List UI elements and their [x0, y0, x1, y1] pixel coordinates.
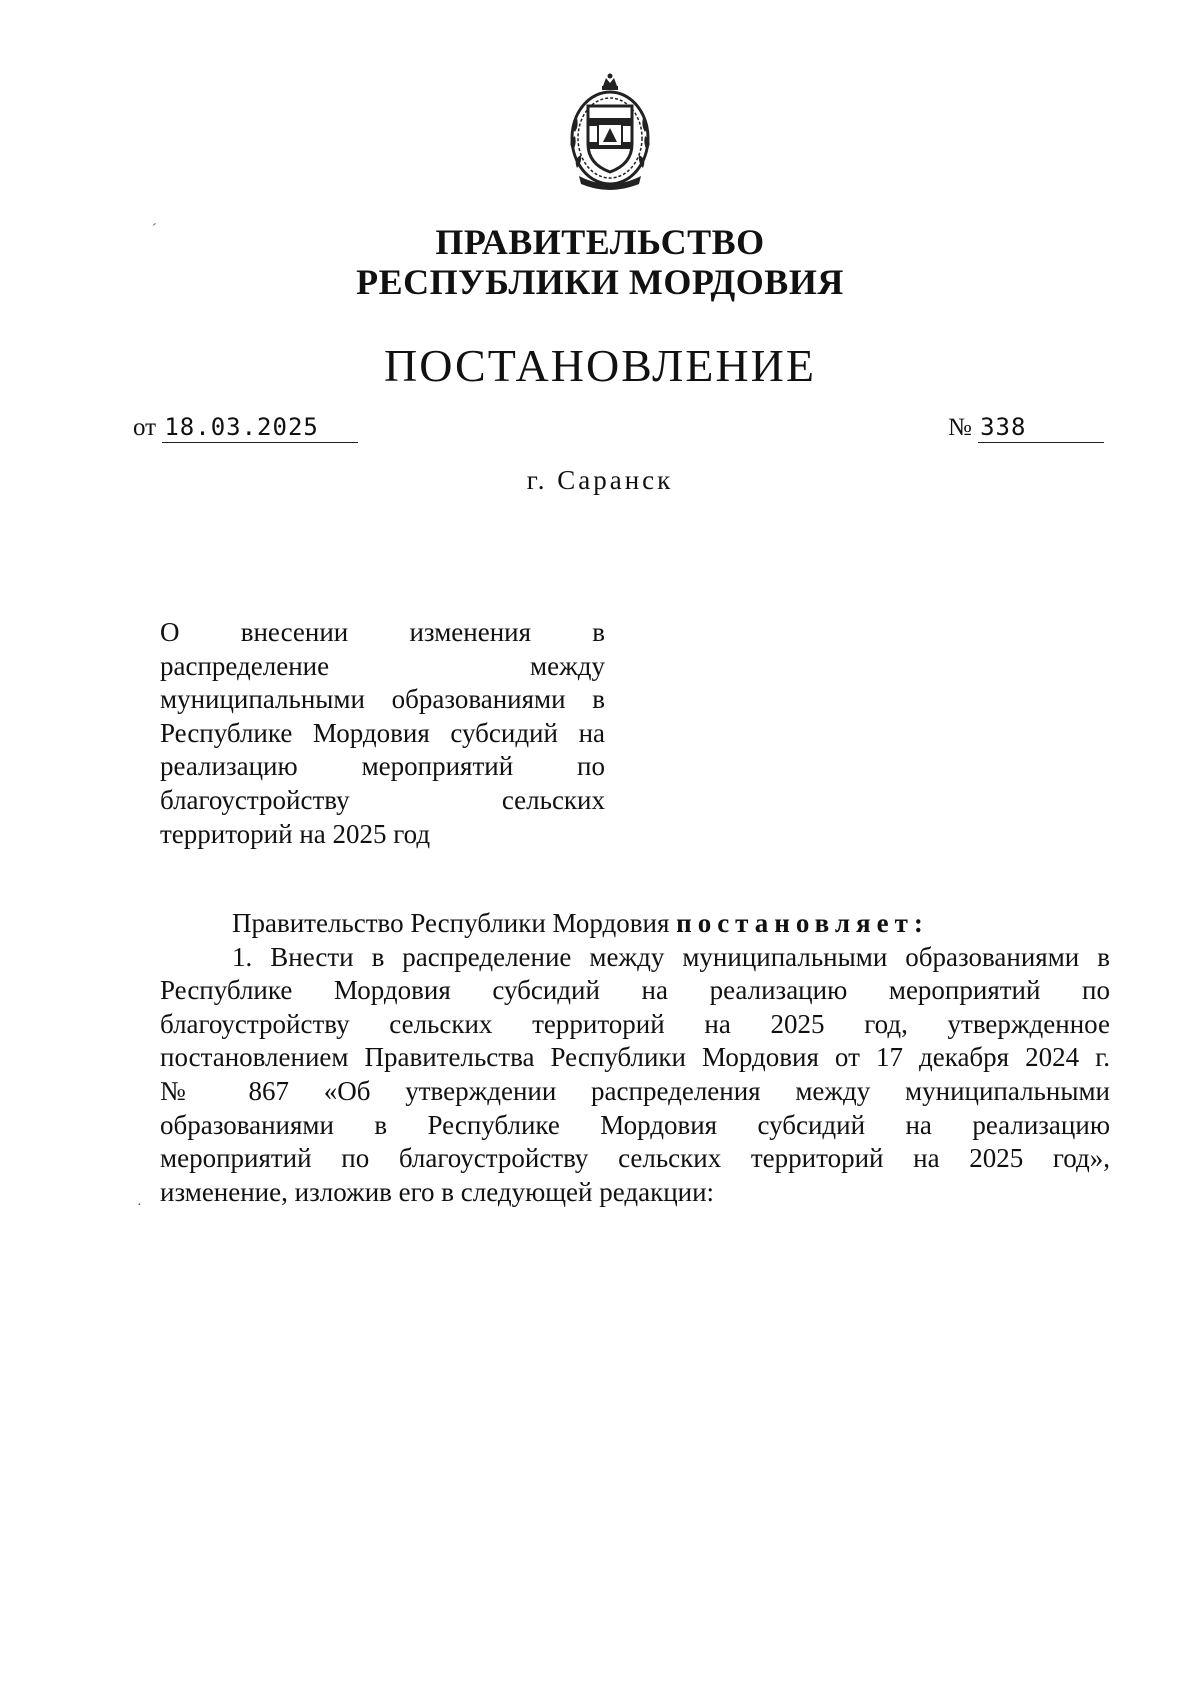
subject-line: Республике Мордовия субсидий на — [160, 717, 605, 748]
city-name: г. Саранск — [526, 465, 674, 495]
subject-line: муниципальными образованиями в — [160, 684, 605, 715]
intro-action: постановляет: — [676, 908, 929, 938]
paragraph-line: мероприятий по благоустройству сельских территорий на 2025 год», — [160, 1143, 1110, 1174]
document-type-title: ПОСТАНОВЛЕНИЕ — [384, 340, 816, 391]
document-body — [160, 907, 1110, 1209]
document-number — [948, 412, 1104, 443]
paragraph-line: образованиями в Республике Мордовия субсидий на реализацию — [160, 1109, 1110, 1140]
document-date — [133, 412, 358, 443]
paragraph-line: изменение, изложив его в следующей редакции: — [160, 1176, 715, 1207]
paragraph-line: 1. Внести в распределение между муниципальными образованиями в — [232, 941, 1110, 972]
number-value: 338 — [978, 412, 1104, 443]
paragraph-line: Республике Мордовия субсидий на реализацию мероприятий по — [160, 975, 1110, 1006]
document-subject — [160, 616, 605, 851]
subject-line: благоустройству сельских — [160, 784, 605, 815]
intro-prefix: Правительство Республики Мордовия — [232, 908, 670, 938]
date-value: 18.03.2025 — [162, 412, 358, 443]
coat-of-arms-icon — [565, 72, 655, 196]
scan-speck: · — [137, 1198, 142, 1213]
organization-name-line2: РЕСПУБЛИКИ МОРДОВИЯ — [356, 262, 844, 302]
number-prefix: № — [948, 414, 972, 441]
paragraph-line: № 867 «Об утверждении распределения между муниципальными — [160, 1075, 1110, 1106]
paragraph-line: благоустройству сельских территорий на 2025 год, утвержденное — [160, 1008, 1110, 1039]
scan-speck: ´ — [152, 222, 157, 237]
date-prefix: от — [133, 414, 157, 441]
organization-name-line1: ПРАВИТЕЛЬСТВО — [435, 222, 765, 262]
resolution-intro — [160, 907, 1110, 941]
subject-line: О внесении изменения в — [160, 617, 605, 647]
subject-line: территорий на 2025 год — [160, 818, 431, 849]
subject-line: распределение между — [160, 650, 605, 681]
subject-line: реализацию мероприятий по — [160, 751, 605, 782]
paragraph-line: постановлением Правительства Республики Мордовия от 17 декабря 2024 г. — [160, 1042, 1110, 1073]
